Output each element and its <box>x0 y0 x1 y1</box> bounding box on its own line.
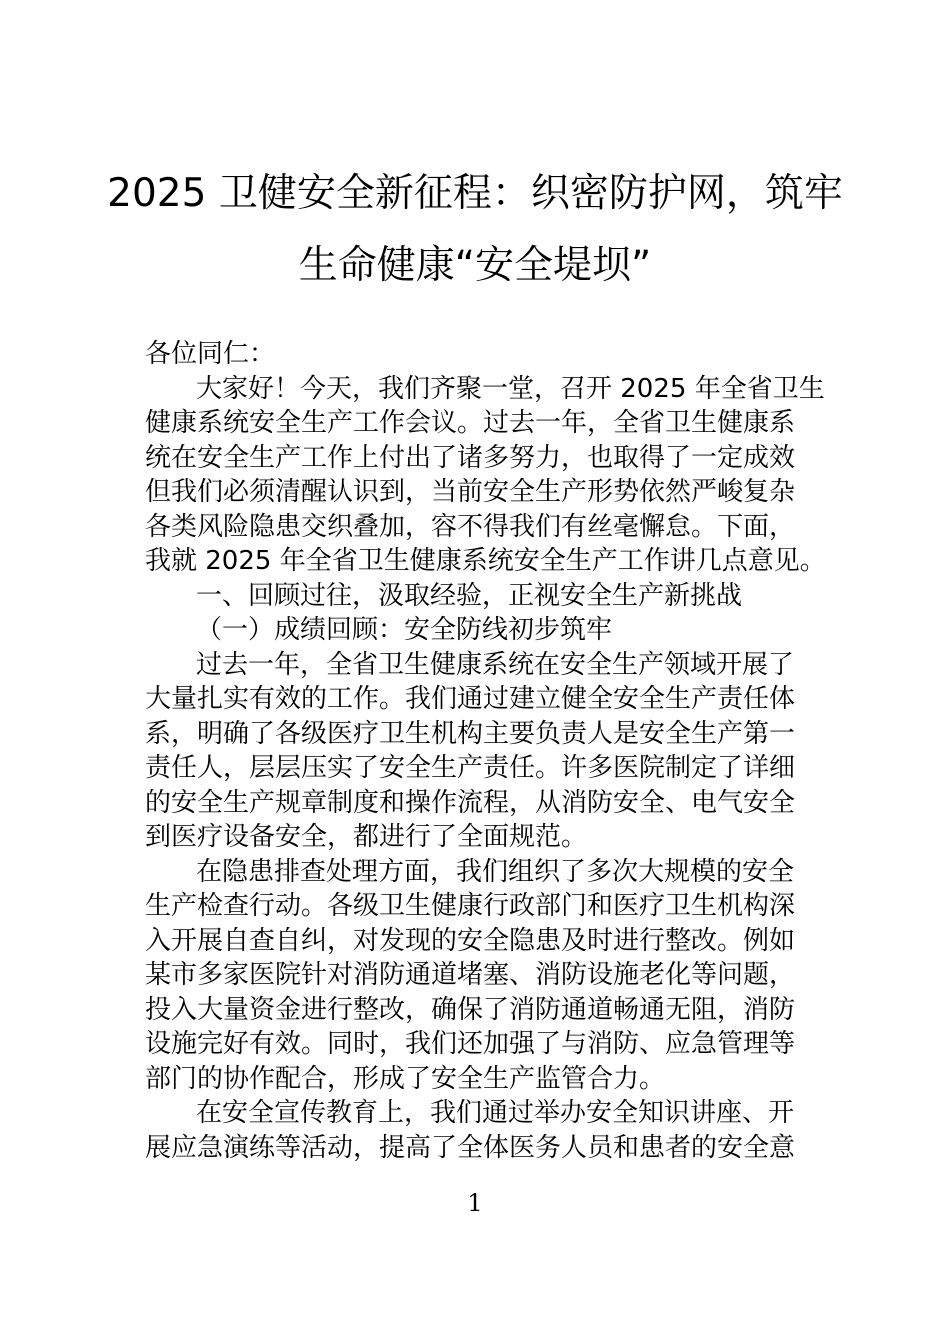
paragraph-line: 我就 2025 年全省卫生健康系统安全生产工作讲几点意见。 <box>145 546 826 576</box>
paragraph-line: 投入大量资金进行整改，确保了消防通道畅通无阻，消防 <box>145 994 796 1025</box>
paragraph-line: 设施完好有效。同时，我们还加强了与消防、应急管理等 <box>145 1029 796 1059</box>
document-title-line-1: 2025 卫健安全新征程：织密防护网，筑牢 <box>107 171 843 216</box>
paragraph-line: 大量扎实有效的工作。我们通过建立健全安全生产责任体 <box>145 684 796 714</box>
paragraph-line: 入开展自查自纠，对发现的安全隐患及时进行整改。例如 <box>145 925 796 956</box>
subsection-heading: （一）成绩回顾：安全防线初步筑牢 <box>196 615 613 645</box>
paragraph-line: 生产检查行动。各级卫生健康行政部门和医疗卫生机构深 <box>145 891 796 921</box>
section-heading: 一、回顾过往，汲取经验，正视安全生产新挑战 <box>196 580 743 611</box>
paragraph-line: 责任人，层层压实了安全生产责任。许多医院制定了详细 <box>145 753 796 783</box>
paragraph-line: 在隐患排查处理方面，我们组织了多次大规模的安全 <box>196 856 795 887</box>
paragraph-line: 各类风险隐患交织叠加，容不得我们有丝毫懈怠。下面， <box>145 511 796 542</box>
paragraph-line: 过去一年，全省卫生健康系统在安全生产领域开展了 <box>196 649 795 680</box>
paragraph-line: 展应急演练等活动，提高了全体医务人员和患者的安全意 <box>145 1132 796 1163</box>
paragraph-line: 的安全生产规章制度和操作流程，从消防安全、电气安全 <box>145 787 796 818</box>
paragraph-line: 系，明确了各级医疗卫生机构主要负责人是安全生产第一 <box>145 718 796 749</box>
paragraph-line: 但我们必须清醒认识到，当前安全生产形势依然严峻复杂 <box>145 477 796 507</box>
paragraph-line: 统在安全生产工作上付出了诸多努力，也取得了一定成效 <box>145 442 796 473</box>
salutation: 各位同仁： <box>145 339 276 369</box>
paragraph-line: 健康系统安全生产工作会议。过去一年，全省卫生健康系 <box>145 408 796 438</box>
document-title-line-2: 生命健康“安全堤坝” <box>298 243 652 288</box>
paragraph-line: 在安全宣传教育上，我们通过举办安全知识讲座、开 <box>196 1098 795 1128</box>
paragraph-line: 到医疗设备安全，都进行了全面规范。 <box>145 822 588 852</box>
paragraph-line: 某市多家医院针对消防通道堵塞、消防设施老化等问题， <box>145 960 796 990</box>
page-number: 1 <box>467 1189 483 1217</box>
paragraph-line: 部门的协作配合，形成了安全生产监管合力。 <box>145 1063 666 1094</box>
paragraph-line: 大家好！今天，我们齐聚一堂，召开 2025 年全省卫生 <box>196 373 825 404</box>
document-body <box>145 337 826 1165</box>
